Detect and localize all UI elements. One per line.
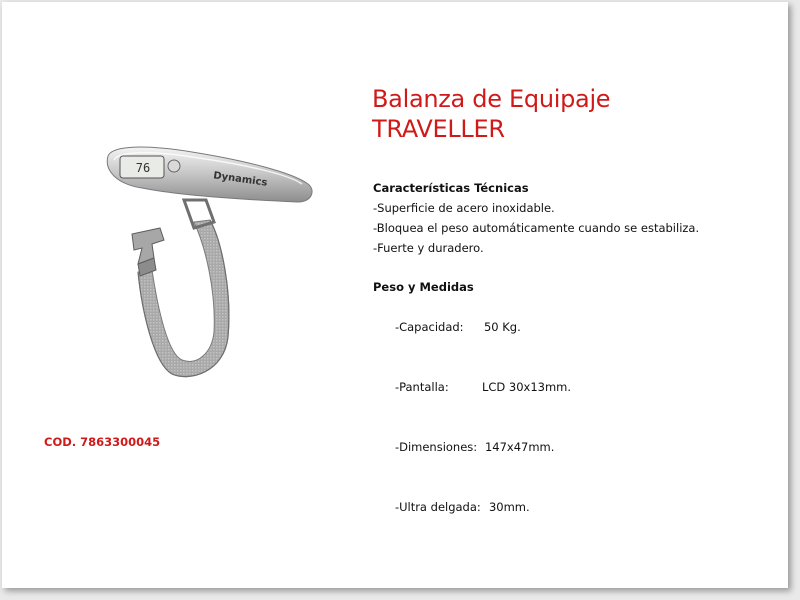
measure-label: -Pantalla:: [394, 380, 449, 394]
specifications: [373, 178, 699, 537]
tech-heading: Características Técnicas: [373, 181, 529, 195]
measure-row-thickness: [373, 477, 699, 537]
measure-value: 50 Kg.: [483, 320, 521, 334]
product-title-line2: TRAVELLER: [372, 115, 505, 143]
tech-item: -Superficie de acero inoxidable.: [373, 201, 555, 215]
brand-logo: Dynamics: [212, 170, 269, 189]
luggage-scale-image: [102, 142, 322, 392]
measure-row-screen: [373, 357, 699, 417]
catalog-page: [2, 2, 788, 588]
measure-row-dimensions: [373, 417, 699, 477]
measures-heading: Peso y Medidas: [373, 280, 474, 294]
measure-row-capacity: [373, 297, 699, 357]
product-code: COD. 7863300045: [44, 435, 161, 449]
measure-label: -Dimensiones:: [394, 440, 478, 454]
tech-item: -Bloquea el peso automáticamente cuando se estabiliza.: [373, 221, 700, 235]
measure-value: 147x47mm.: [484, 440, 555, 454]
measure-value: 30mm.: [488, 500, 530, 514]
measure-value: LCD 30x13mm.: [481, 380, 572, 394]
lcd-reading: 76: [135, 161, 151, 175]
product-title: [372, 84, 610, 144]
product-title-line1: Balanza de Equipaje: [372, 85, 611, 113]
measure-label: -Ultra delgada:: [394, 500, 481, 514]
power-button-icon: [168, 160, 180, 172]
tech-item: -Fuerte y duradero.: [373, 241, 484, 255]
measure-label: -Capacidad:: [394, 320, 464, 334]
